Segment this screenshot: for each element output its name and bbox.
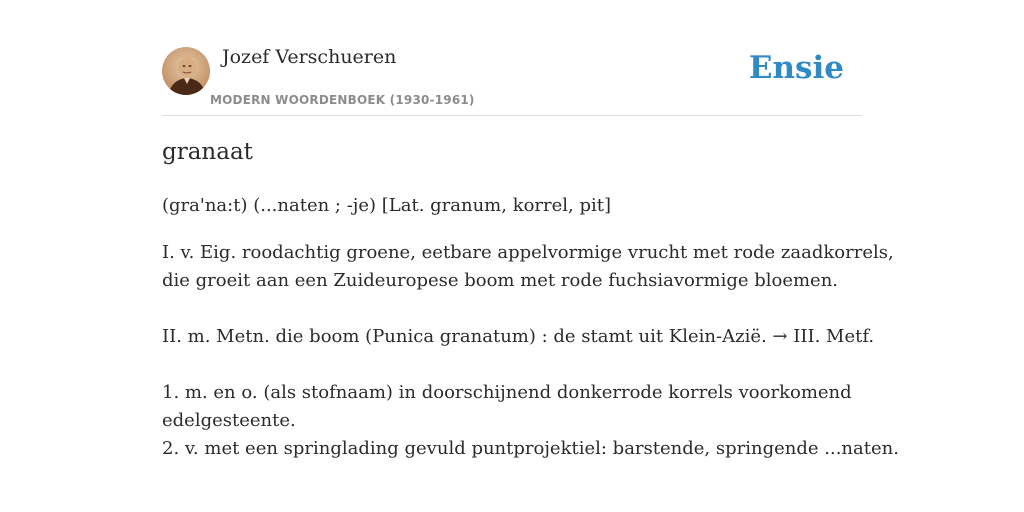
definition-line: die groeit aan een Zuideuropese boom met rode fuchsiavormige bloemen.: [162, 270, 839, 291]
paragraph-gap: [162, 295, 882, 323]
definition-line: 1. m. en o. (als stofnaam) in doorschijnend donkerrode korrels voorkomend: [162, 382, 852, 403]
entry-definitions: [162, 239, 899, 463]
author-portrait-icon: [162, 47, 210, 95]
author-avatar[interactable]: [162, 47, 210, 95]
brand-logo[interactable]: Ensie: [748, 50, 844, 86]
definition-line: II. m. Metn. die boom (Punica granatum) : de stamt uit Klein-Azië. → III. Metf.: [162, 326, 875, 347]
author-name[interactable]: Jozef Verschueren: [222, 46, 397, 68]
entry-pronunciation: (gra'na:t) (...naten ; -je) [Lat. granum, korrel, pit]: [162, 195, 612, 216]
entry-headword: granaat: [162, 139, 253, 165]
definition-line: I. v. Eig. roodachtig groene, eetbare appelvormige vrucht met rode zaadkorrels,: [162, 242, 894, 263]
definition-line: 2. v. met een springlading gevuld puntprojektiel: barstende, springende ...naten.: [162, 438, 899, 459]
dictionary-header: [162, 44, 862, 116]
paragraph-gap: [162, 351, 882, 379]
definition-line: edelgesteente.: [162, 410, 296, 431]
source-dictionary-name[interactable]: MODERN WOORDENBOEK (1930-1961): [210, 93, 475, 107]
